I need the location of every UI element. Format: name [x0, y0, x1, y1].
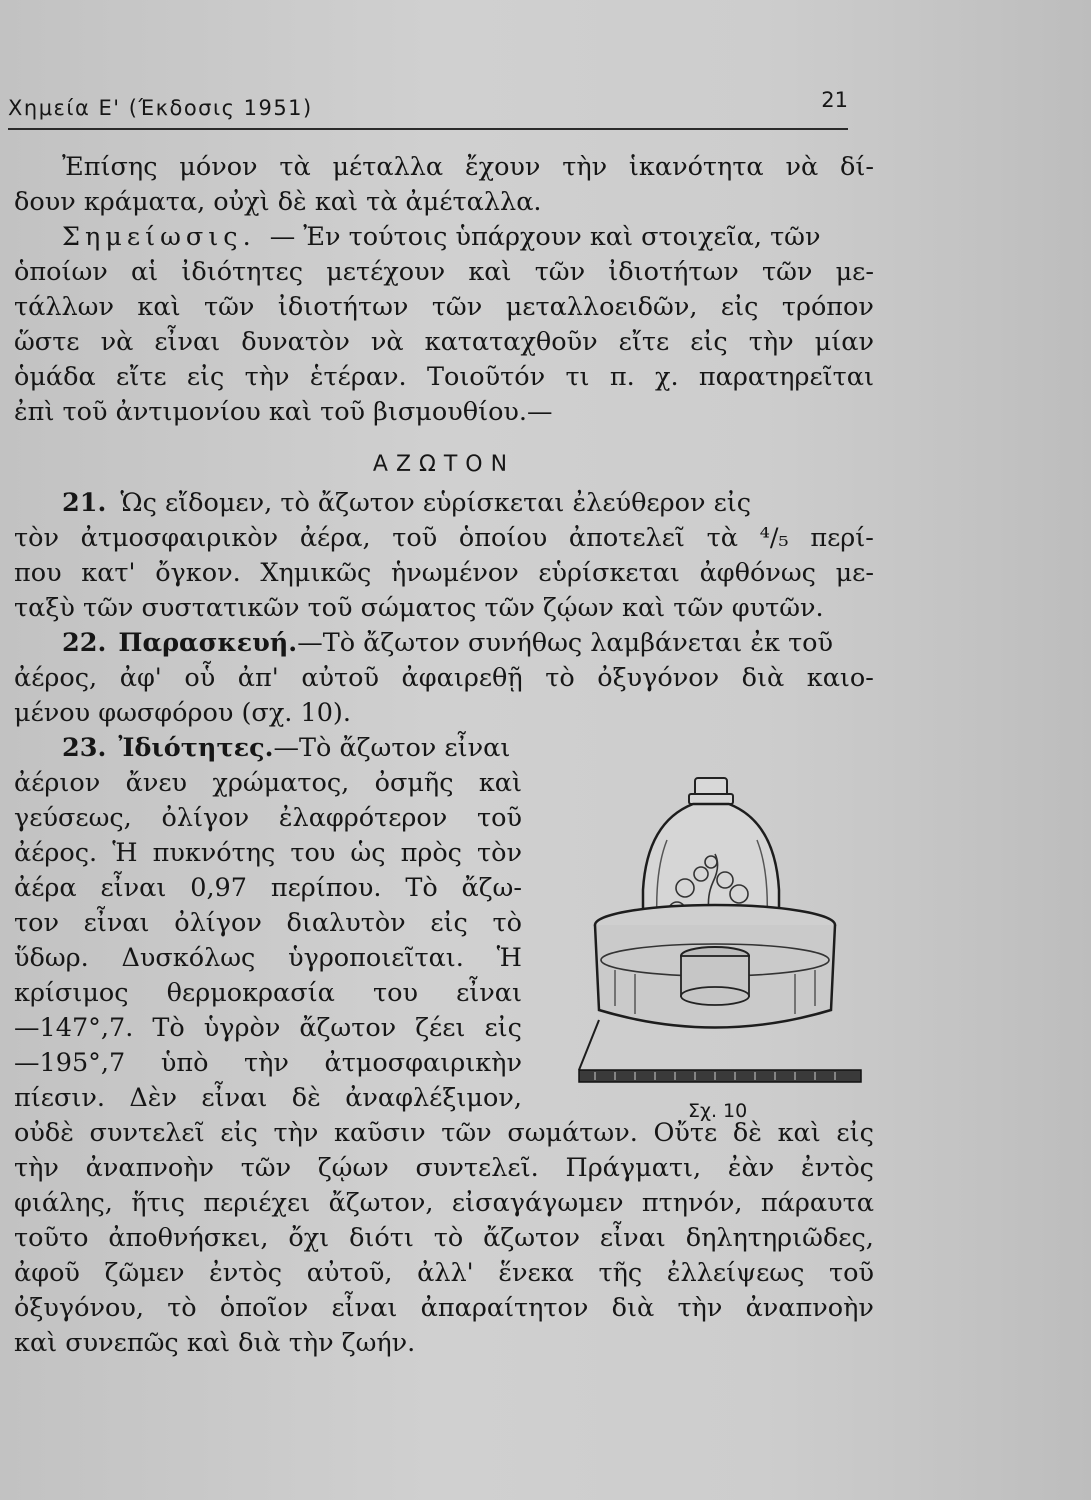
- paragraph-number: 21.: [62, 488, 107, 518]
- text-line: ὥστε νὰ εἶναι δυνατὸν νὰ καταταχθοῦν εἴτε εἰς τὴν μίαν: [14, 327, 874, 357]
- text-line: Ἐπίσης μόνον τὰ μέταλλα ἔχουν τὴν ἱκανότητα νὰ δί-: [62, 152, 874, 182]
- page-number: 21: [821, 88, 848, 112]
- text-line: —147°,7. Τὸ ὑγρὸν ἄζωτον ζέει εἰς: [14, 1013, 522, 1043]
- bell-jar-over-water-icon: [575, 770, 865, 1100]
- paragraph-heading: Ἰδιότητες.: [118, 733, 274, 763]
- paragraph-22-first-line: [14, 626, 874, 661]
- text-line: ἀέρος, ἀφ' οὗ ἀπ' αὐτοῦ ἀφαιρεθῇ τὸ ὀξυγόνον διὰ καιο-: [14, 663, 874, 693]
- text-line: οὐδὲ συντελεῖ εἰς τὴν καῦσιν τῶν σωμάτων. Οὔτε δὲ καὶ εἰς: [14, 1118, 874, 1148]
- paragraph-21-first-line-text: Ὡς εἴδομεν, τὸ ἄζωτον εὑρίσκεται ἐλεύθερον εἰς: [120, 488, 752, 518]
- text-line: ἐπὶ τοῦ ἀντιμονίου καὶ τοῦ βισμουθίου.—: [14, 397, 553, 427]
- figure-caption: Σχ. 10: [688, 1100, 748, 1122]
- page-header: [8, 88, 848, 130]
- text-line: δουν κράματα, οὐχὶ δὲ καὶ τὰ ἀμέταλλα.: [14, 187, 542, 217]
- note-first-line: [14, 220, 874, 255]
- paragraph-21-first-line: [14, 486, 874, 521]
- text-line: ἀέρα εἶναι 0,97 περίπου. Τὸ ἄζω-: [14, 873, 522, 903]
- text-line: ὕδωρ. Δυσκόλως ὑγροποιεῖται. Ἡ: [14, 943, 522, 973]
- paragraph-22-first-line-text: —Τὸ ἄζωτον συνήθως λαμβάνεται ἐκ τοῦ: [297, 628, 834, 658]
- running-title: Χημεία Ε' (Έκδοσις 1951): [8, 96, 313, 120]
- text-line: ὀξυγόνου, τὸ ὁποῖον εἶναι ἀπαραίτητον διὰ τὴν ἀναπνοὴν: [14, 1293, 874, 1323]
- body-text: [14, 150, 874, 1361]
- text-line: ἀέριον ἄνευ χρώματος, ὀσμῆς καὶ: [14, 768, 522, 798]
- text-line: ἀέρος. Ἡ πυκνότης του ὡς πρὸς τὸν: [14, 838, 522, 868]
- text-line: τὴν ἀναπνοὴν τῶν ζῴων συντελεῖ. Πράγματι, ἐὰν ἐντὸς: [14, 1153, 874, 1183]
- text-line: ἀφοῦ ζῶμεν ἐντὸς αὐτοῦ, ἀλλ' ἕνεκα τῆς ἐλλείψεως τοῦ: [14, 1258, 874, 1288]
- paragraph-23-first-line: [14, 731, 522, 766]
- text-line: ὁποίων αἱ ἰδιότητες μετέχουν καὶ τῶν ἰδιοτήτων τῶν με-: [14, 257, 874, 287]
- text-line: μένου φωσφόρου (σχ. 10).: [14, 698, 351, 728]
- text-line: τὸν ἀτμοσφαιρικὸν ἀέρα, τοῦ ὁποίου ἀποτελεῖ τὰ ⁴/₅ περί-: [14, 523, 874, 553]
- paragraph-number: 22.: [62, 628, 107, 658]
- text-line: τάλλων καὶ τῶν ἰδιοτήτων τῶν μεταλλοειδῶν, εἰς τρόπον: [14, 292, 874, 322]
- text-line: φιάλης, ἥτις περιέχει ἄζωτον, εἰσαγάγωμεν πτηνόν, πάραυτα: [14, 1188, 874, 1218]
- text-line: τον εἶναι ὀλίγον διαλυτὸν εἰς τὸ: [14, 908, 522, 938]
- text-line: κρίσιμος θερμοκρασία του εἶναι: [14, 978, 522, 1008]
- text-line: πίεσιν. Δὲν εἶναι δὲ ἀναφλέξιμον,: [14, 1083, 522, 1113]
- text-line: γεύσεως, ὀλίγον ἐλαφρότερον τοῦ: [14, 803, 522, 833]
- note-label: Σημείωσις.: [62, 222, 256, 252]
- text-line: τοῦτο ἀποθνήσκει, ὄχι διότι τὸ ἄζωτον εἶναι δηλητηριῶδες,: [14, 1223, 874, 1253]
- text-line: καὶ συνεπῶς καὶ διὰ τὴν ζωήν.: [14, 1328, 416, 1358]
- text-line: ταξὺ τῶν συστατικῶν τοῦ σώματος τῶν ζῴων καὶ τῶν φυτῶν.: [14, 593, 824, 623]
- figure-10: [575, 770, 865, 1130]
- note-first-line-text: — Ἐν τούτοις ὑπάρχουν καὶ στοιχεῖα, τῶν: [269, 222, 821, 252]
- paragraph-heading: Παρασκευή.: [118, 628, 298, 658]
- section-title: ΑΖΩΤΟΝ: [372, 452, 516, 477]
- text-line: που κατ' ὄγκον. Χημικῶς ἡνωμένον εὑρίσκεται ἀφθόνως με-: [14, 558, 874, 588]
- paragraph-23-first-line-text: —Τὸ ἄζωτον εἶναι: [273, 733, 511, 763]
- text-line: —195°,7 ὑπὸ τὴν ἀτμοσφαιρικὴν: [14, 1048, 522, 1078]
- paragraph-number: 23.: [62, 733, 107, 763]
- text-line: ὁμάδα εἴτε εἰς τὴν ἑτέραν. Τοιοῦτόν τι π. χ. παρατηρεῖται: [14, 362, 874, 392]
